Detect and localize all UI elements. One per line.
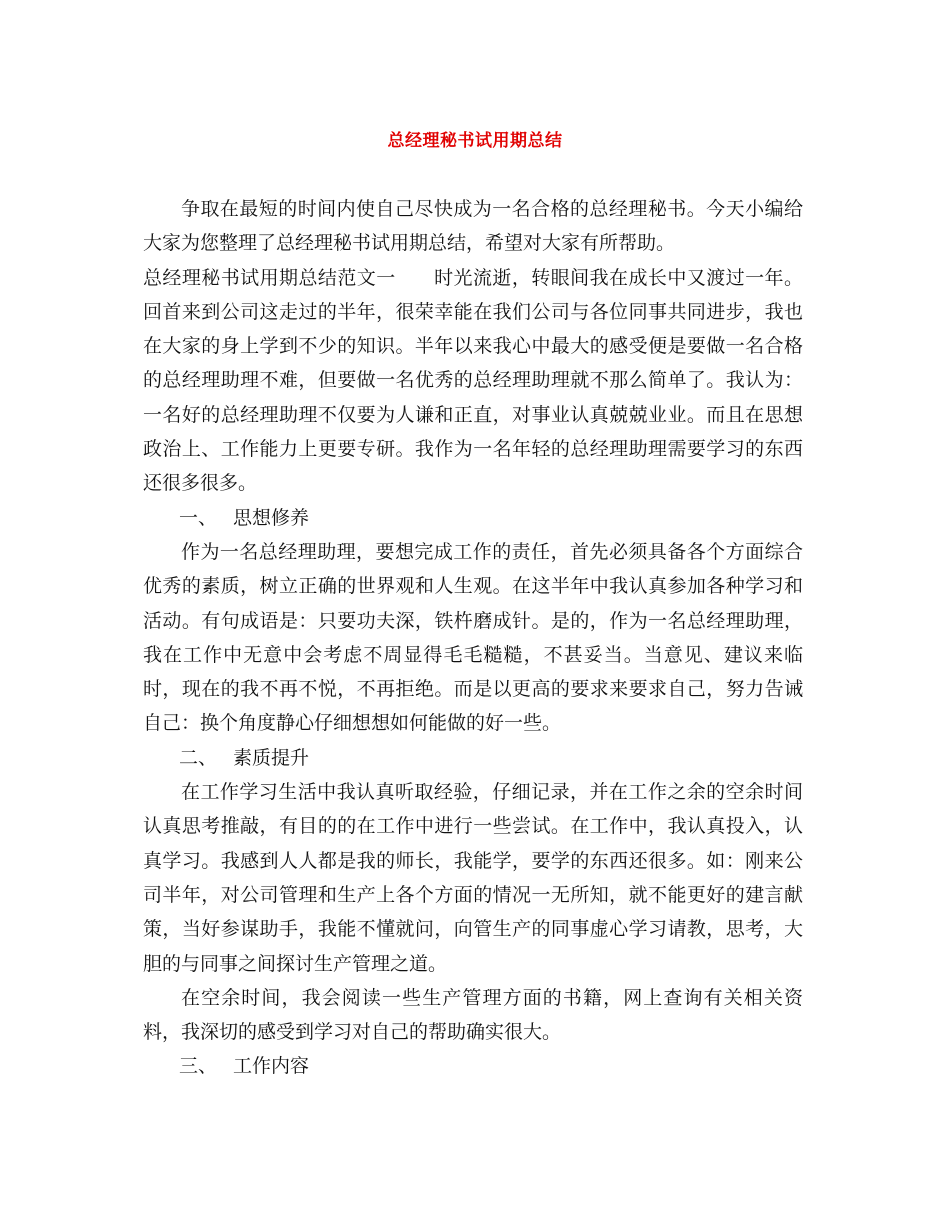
sample-label: 总经理秘书试用期总结范文一 [143,266,396,289]
section-title: 思想修养 [233,506,310,529]
document-title: 总经理秘书试用期总结 [387,131,563,151]
section-heading-1 [143,501,803,535]
section-number: 一、 [179,506,218,529]
section-number: 三、 [179,1055,218,1078]
section2-paragraph-1: 在工作学习生活中我认真听取经验，仔细记录，并在工作之余的空余时间认真思考推敲，有目的的在工作中进行一些尝试。在工作中，我认真投入，认真学习。我感到人人都是我的师长，我能学，要学的东西还很多。如：刚来公司半年，对公司管理和生产上各个方面的情况一无所知，就不能更好的建言献策，当好参谋助手，我能不懂就问，向管生产的同事虚心学习请教，思考，大胆的与同事之间探讨生产管理之道。 [143,781,803,975]
sample-text: 时光流逝，转眼间我在成长中又渡过一年。回首来到公司这走过的半年，很荣幸能在我们公司与各位同事共同进步，我也在大家的身上学到不少的知识。半年以来我心中最大的感受便是要做一名合格的总经理助理不难，但要做一名优秀的总经理助理就不那么简单了。我认为：一名好的总经理助理不仅要为人谦和正直，对事业认真兢兢业业。而且在思想政治上、工作能力上更要专研。我作为一名年轻的总经理助理需要学习的东西还很多很多。 [143,266,803,495]
section-heading-3 [143,1049,803,1083]
section-number: 二、 [179,746,218,769]
section-heading-2 [143,741,803,775]
sample-paragraph [143,261,803,501]
section-title: 工作内容 [233,1055,310,1078]
document-body [143,192,803,1084]
section-title: 素质提升 [233,746,310,769]
section1-paragraph: 作为一名总经理助理，要想完成工作的责任，首先必须具备各个方面综合优秀的素质，树立正确的世界观和人生观。在这半年中我认真参加各种学习和活动。有句成语是：只要功夫深，铁杵磨成针。是的，作为一名总经理助理，我在工作中无意中会考虑不周显得毛毛糙糙，不甚妥当。当意见、建议来临时，现在的我不再不悦，不再拒绝。而是以更高的要求来要求自己，努力告诫自己：换个角度静心仔细想想如何能做的好一些。 [143,540,803,735]
intro-paragraph: 争取在最短的时间内使自己尽快成为一名合格的总经理秘书。今天小编给大家为您整理了总经理秘书试用期总结，希望对大家有所帮助。 [143,198,803,255]
section2-paragraph-2: 在空余时间，我会阅读一些生产管理方面的书籍，网上查询有关相关资料，我深切的感受到学习对自己的帮助确实很大。 [143,986,803,1044]
